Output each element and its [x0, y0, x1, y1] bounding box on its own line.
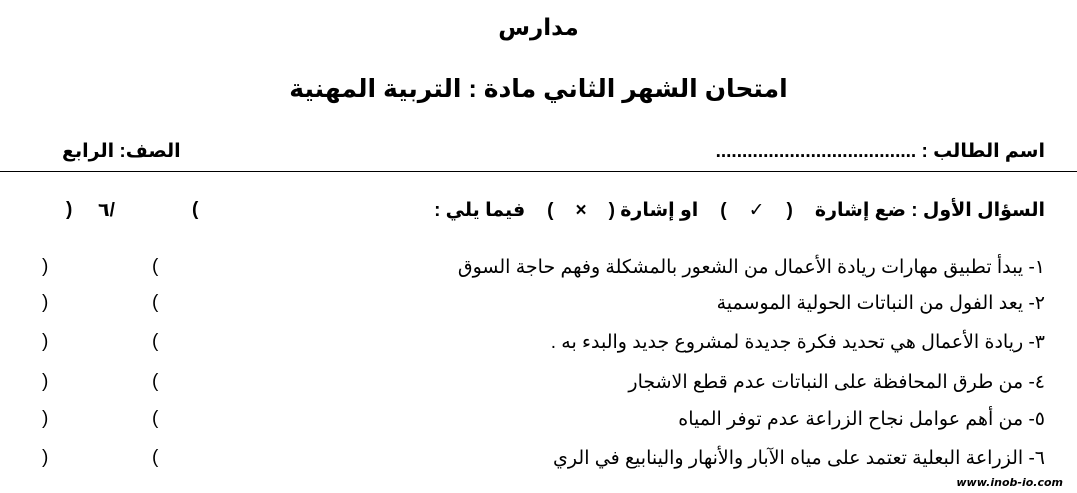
item-text: ٦- الزراعة البعلية تعتمد على مياه الآبار والأنهار والينابيع في الري: [553, 448, 1045, 469]
school-heading: مدارس: [498, 14, 579, 40]
item-answer-open: (: [152, 292, 159, 313]
exam-title: امتحان الشهر الثاني مادة : التربية المهنية: [289, 75, 788, 103]
check-open-paren: (: [786, 200, 793, 221]
grade-label: الصف: الرابع: [62, 141, 181, 162]
item-answer-close: ): [42, 447, 49, 468]
item-text: ٤- من طرق المحافظة على النباتات عدم قطع الاشجار: [628, 372, 1045, 393]
marks-open-paren: ): [66, 199, 73, 220]
or-sign-label: او إشارة: [620, 200, 699, 221]
item-text: ٥- من أهم عوامل نجاح الزراعة عدم توفر المياه: [678, 409, 1045, 430]
item-answer-close: ): [42, 408, 49, 429]
cross-open-paren: (: [608, 200, 615, 221]
item-answer-close: ): [42, 371, 49, 392]
item-answer-close: ): [42, 331, 49, 352]
item-text: ٣- ريادة الأعمال هي تحديد فكرة جديدة لمشروع جديد والبدء به .: [550, 332, 1045, 353]
item-answer-open: (: [152, 256, 159, 277]
watermark: www.inob-io.com: [956, 476, 1063, 489]
item-text: ٢- يعد الفول من النباتات الحولية الموسمية: [716, 293, 1045, 314]
marks-close-paren: (: [192, 199, 199, 220]
cross-close-paren: ): [547, 200, 554, 221]
item-answer-open: (: [152, 408, 159, 429]
item-answer-close: ): [42, 292, 49, 313]
item-answer-open: (: [152, 447, 159, 468]
item-text: ١- يبدأ تطبيق مهارات ريادة الأعمال من الشعور بالمشكلة وفهم حاجة السوق: [457, 257, 1045, 278]
question-heading: [434, 199, 1045, 222]
item-answer-open: (: [152, 331, 159, 352]
student-name-line: اسم الطالب : ......................................: [715, 141, 1045, 162]
item-answer-open: (: [152, 371, 159, 392]
check-mark-icon: ✓: [748, 200, 765, 221]
header-divider: [0, 171, 1077, 172]
item-answer-close: ): [42, 256, 49, 277]
cross-mark-icon: ×: [575, 200, 587, 221]
marks-score: ٦/: [98, 200, 115, 221]
question-prefix: السؤال الأول : ضع إشارة: [814, 200, 1045, 221]
check-close-paren: ): [720, 200, 727, 221]
question-suffix: فيما يلي :: [434, 200, 526, 221]
